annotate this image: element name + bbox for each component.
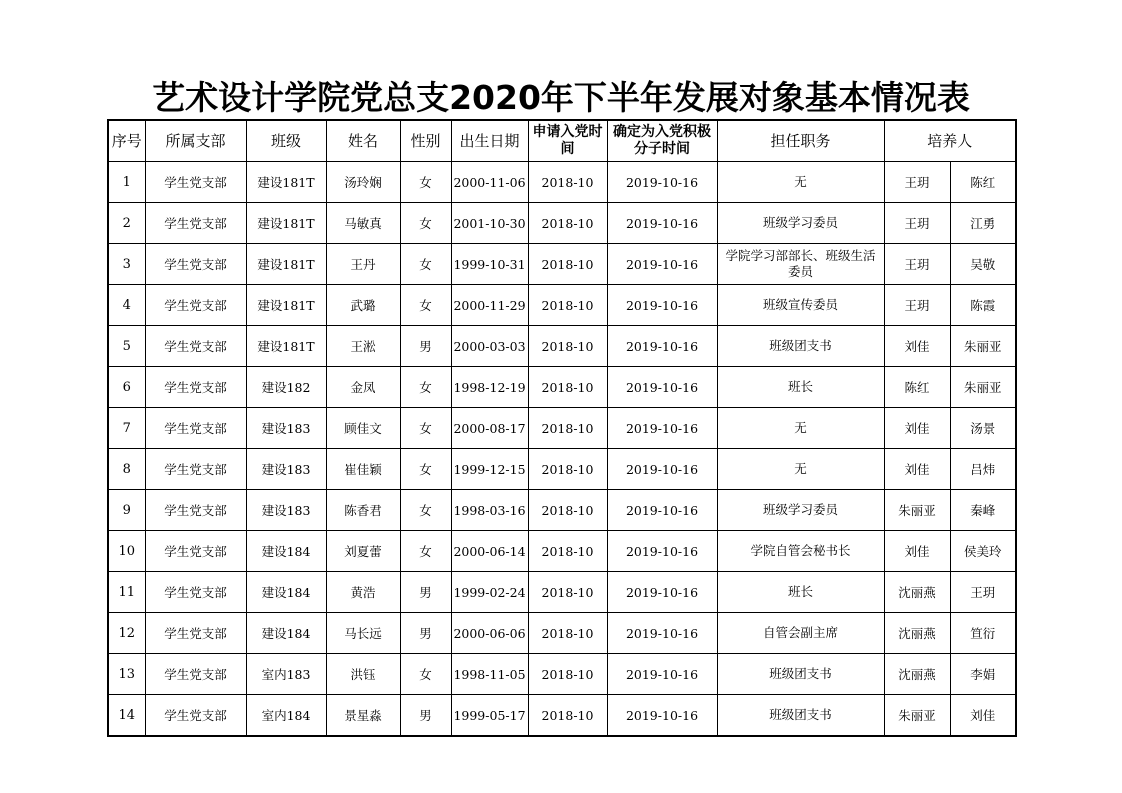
cell-activist: 2019-10-16 [607, 162, 717, 203]
cell-mentor-2: 朱丽亚 [950, 326, 1016, 367]
cell-branch: 学生党支部 [145, 695, 246, 737]
cell-class: 建设184 [246, 613, 326, 654]
table-row [108, 490, 1016, 531]
header-gender: 性别 [400, 120, 451, 162]
cell-position: 班级团支书 [717, 654, 884, 695]
cell-mentor-1: 沈丽燕 [884, 572, 950, 613]
cell-mentor-2: 秦峰 [950, 490, 1016, 531]
cell-class: 建设184 [246, 572, 326, 613]
cell-apply: 2018-10 [528, 326, 607, 367]
cell-apply: 2018-10 [528, 285, 607, 326]
header-birth: 出生日期 [451, 120, 528, 162]
cell-name: 金凤 [326, 367, 400, 408]
cell-gender: 女 [400, 203, 451, 244]
cell-activist: 2019-10-16 [607, 244, 717, 285]
cell-mentor-2: 笪衍 [950, 613, 1016, 654]
cell-activist: 2019-10-16 [607, 408, 717, 449]
header-mentors: 培养人 [884, 120, 1016, 162]
table-row [108, 572, 1016, 613]
cell-position: 班级学习委员 [717, 490, 884, 531]
table-row [108, 244, 1016, 285]
cell-activist: 2019-10-16 [607, 695, 717, 737]
cell-gender: 女 [400, 408, 451, 449]
cell-mentor-2: 刘佳 [950, 695, 1016, 737]
cell-class: 建设183 [246, 490, 326, 531]
header-position: 担任职务 [717, 120, 884, 162]
cell-apply: 2018-10 [528, 367, 607, 408]
cell-name: 黄浩 [326, 572, 400, 613]
cell-mentor-1: 刘佳 [884, 531, 950, 572]
cell-position: 学院自管会秘书长 [717, 531, 884, 572]
cell-birth: 2000-06-06 [451, 613, 528, 654]
cell-gender: 女 [400, 449, 451, 490]
table-row [108, 531, 1016, 572]
table-row [108, 326, 1016, 367]
cell-class: 建设181T [246, 285, 326, 326]
cell-branch: 学生党支部 [145, 572, 246, 613]
cell-mentor-2: 王玥 [950, 572, 1016, 613]
cell-apply: 2018-10 [528, 531, 607, 572]
cell-class: 建设184 [246, 531, 326, 572]
table-row [108, 285, 1016, 326]
table-row [108, 654, 1016, 695]
cell-apply: 2018-10 [528, 203, 607, 244]
cell-branch: 学生党支部 [145, 654, 246, 695]
cell-name: 顾佳文 [326, 408, 400, 449]
cell-class: 建设183 [246, 408, 326, 449]
cell-birth: 1998-03-16 [451, 490, 528, 531]
cell-mentor-1: 刘佳 [884, 326, 950, 367]
table-row [108, 367, 1016, 408]
cell-branch: 学生党支部 [145, 449, 246, 490]
cell-name: 马长远 [326, 613, 400, 654]
cell-birth: 1998-12-19 [451, 367, 528, 408]
cell-birth: 2000-06-14 [451, 531, 528, 572]
cell-position: 班级团支书 [717, 695, 884, 737]
header-class: 班级 [246, 120, 326, 162]
cell-mentor-2: 陈红 [950, 162, 1016, 203]
cell-gender: 男 [400, 572, 451, 613]
cell-name: 武璐 [326, 285, 400, 326]
cell-gender: 女 [400, 244, 451, 285]
cell-seq: 7 [108, 408, 145, 449]
header-name: 姓名 [326, 120, 400, 162]
cell-name: 陈香君 [326, 490, 400, 531]
cell-activist: 2019-10-16 [607, 572, 717, 613]
cell-apply: 2018-10 [528, 695, 607, 737]
cell-name: 马敏真 [326, 203, 400, 244]
cell-gender: 女 [400, 162, 451, 203]
cell-branch: 学生党支部 [145, 326, 246, 367]
cell-seq: 10 [108, 531, 145, 572]
table-row [108, 613, 1016, 654]
cell-apply: 2018-10 [528, 490, 607, 531]
cell-branch: 学生党支部 [145, 203, 246, 244]
cell-seq: 11 [108, 572, 145, 613]
cell-position: 班长 [717, 572, 884, 613]
cell-gender: 女 [400, 285, 451, 326]
cell-activist: 2019-10-16 [607, 367, 717, 408]
cell-seq: 9 [108, 490, 145, 531]
development-targets-table [107, 119, 1017, 737]
cell-seq: 13 [108, 654, 145, 695]
cell-apply: 2018-10 [528, 654, 607, 695]
cell-class: 建设181T [246, 244, 326, 285]
cell-position: 班级团支书 [717, 326, 884, 367]
cell-branch: 学生党支部 [145, 490, 246, 531]
cell-activist: 2019-10-16 [607, 613, 717, 654]
cell-seq: 1 [108, 162, 145, 203]
cell-mentor-2: 吕炜 [950, 449, 1016, 490]
cell-activist: 2019-10-16 [607, 285, 717, 326]
cell-mentor-2: 江勇 [950, 203, 1016, 244]
cell-gender: 女 [400, 367, 451, 408]
cell-apply: 2018-10 [528, 449, 607, 490]
cell-class: 建设181T [246, 162, 326, 203]
cell-seq: 5 [108, 326, 145, 367]
table-body [108, 162, 1016, 737]
cell-gender: 女 [400, 490, 451, 531]
cell-apply: 2018-10 [528, 572, 607, 613]
cell-apply: 2018-10 [528, 162, 607, 203]
cell-mentor-2: 汤景 [950, 408, 1016, 449]
cell-mentor-2: 侯美玲 [950, 531, 1016, 572]
cell-name: 景星淼 [326, 695, 400, 737]
cell-mentor-1: 刘佳 [884, 408, 950, 449]
table-row [108, 449, 1016, 490]
cell-name: 汤玲娴 [326, 162, 400, 203]
header-branch: 所属支部 [145, 120, 246, 162]
table-row [108, 695, 1016, 737]
cell-mentor-1: 王玥 [884, 285, 950, 326]
cell-seq: 2 [108, 203, 145, 244]
cell-class: 建设181T [246, 326, 326, 367]
cell-branch: 学生党支部 [145, 285, 246, 326]
cell-position: 班级宣传委员 [717, 285, 884, 326]
cell-branch: 学生党支部 [145, 367, 246, 408]
cell-branch: 学生党支部 [145, 531, 246, 572]
cell-name: 崔佳颖 [326, 449, 400, 490]
header-activist: 确定为入党积极分子时间 [607, 120, 717, 162]
cell-position: 无 [717, 449, 884, 490]
cell-activist: 2019-10-16 [607, 203, 717, 244]
cell-activist: 2019-10-16 [607, 326, 717, 367]
cell-birth: 2000-11-06 [451, 162, 528, 203]
cell-apply: 2018-10 [528, 244, 607, 285]
cell-seq: 4 [108, 285, 145, 326]
header-seq: 序号 [108, 120, 145, 162]
cell-birth: 2000-11-29 [451, 285, 528, 326]
cell-mentor-1: 朱丽亚 [884, 695, 950, 737]
cell-class: 室内184 [246, 695, 326, 737]
cell-mentor-1: 沈丽燕 [884, 654, 950, 695]
cell-name: 刘夏蕾 [326, 531, 400, 572]
cell-activist: 2019-10-16 [607, 490, 717, 531]
cell-activist: 2019-10-16 [607, 449, 717, 490]
cell-branch: 学生党支部 [145, 613, 246, 654]
cell-class: 建设182 [246, 367, 326, 408]
cell-activist: 2019-10-16 [607, 531, 717, 572]
cell-birth: 1998-11-05 [451, 654, 528, 695]
cell-gender: 男 [400, 613, 451, 654]
cell-mentor-2: 陈霞 [950, 285, 1016, 326]
cell-position: 学院学习部部长、班级生活委员 [717, 244, 884, 285]
cell-position: 无 [717, 408, 884, 449]
cell-birth: 1999-12-15 [451, 449, 528, 490]
table-row [108, 162, 1016, 203]
cell-seq: 8 [108, 449, 145, 490]
cell-seq: 3 [108, 244, 145, 285]
cell-seq: 6 [108, 367, 145, 408]
cell-name: 洪钰 [326, 654, 400, 695]
cell-position: 自管会副主席 [717, 613, 884, 654]
cell-branch: 学生党支部 [145, 244, 246, 285]
table-row [108, 203, 1016, 244]
cell-mentor-1: 刘佳 [884, 449, 950, 490]
cell-birth: 1999-02-24 [451, 572, 528, 613]
cell-apply: 2018-10 [528, 613, 607, 654]
cell-birth: 2000-08-17 [451, 408, 528, 449]
cell-class: 室内183 [246, 654, 326, 695]
cell-seq: 12 [108, 613, 145, 654]
header-row [108, 120, 1016, 162]
cell-mentor-2: 朱丽亚 [950, 367, 1016, 408]
cell-class: 建设181T [246, 203, 326, 244]
cell-position: 班长 [717, 367, 884, 408]
cell-apply: 2018-10 [528, 408, 607, 449]
cell-birth: 2000-03-03 [451, 326, 528, 367]
table-row [108, 408, 1016, 449]
cell-branch: 学生党支部 [145, 408, 246, 449]
cell-position: 无 [717, 162, 884, 203]
document-title: 艺术设计学院党总支2020年下半年发展对象基本情况表 [152, 78, 970, 117]
cell-name: 王淞 [326, 326, 400, 367]
cell-mentor-2: 李娟 [950, 654, 1016, 695]
header-apply: 申请入党时间 [528, 120, 607, 162]
cell-mentor-1: 王玥 [884, 162, 950, 203]
cell-gender: 男 [400, 326, 451, 367]
cell-mentor-1: 陈红 [884, 367, 950, 408]
cell-name: 王丹 [326, 244, 400, 285]
cell-birth: 2001-10-30 [451, 203, 528, 244]
cell-seq: 14 [108, 695, 145, 737]
cell-birth: 1999-05-17 [451, 695, 528, 737]
cell-gender: 男 [400, 695, 451, 737]
cell-activist: 2019-10-16 [607, 654, 717, 695]
cell-gender: 女 [400, 531, 451, 572]
cell-mentor-1: 沈丽燕 [884, 613, 950, 654]
cell-gender: 女 [400, 654, 451, 695]
cell-branch: 学生党支部 [145, 162, 246, 203]
cell-mentor-2: 吴敬 [950, 244, 1016, 285]
cell-mentor-1: 朱丽亚 [884, 490, 950, 531]
cell-mentor-1: 王玥 [884, 203, 950, 244]
cell-position: 班级学习委员 [717, 203, 884, 244]
cell-mentor-1: 王玥 [884, 244, 950, 285]
cell-class: 建设183 [246, 449, 326, 490]
cell-birth: 1999-10-31 [451, 244, 528, 285]
